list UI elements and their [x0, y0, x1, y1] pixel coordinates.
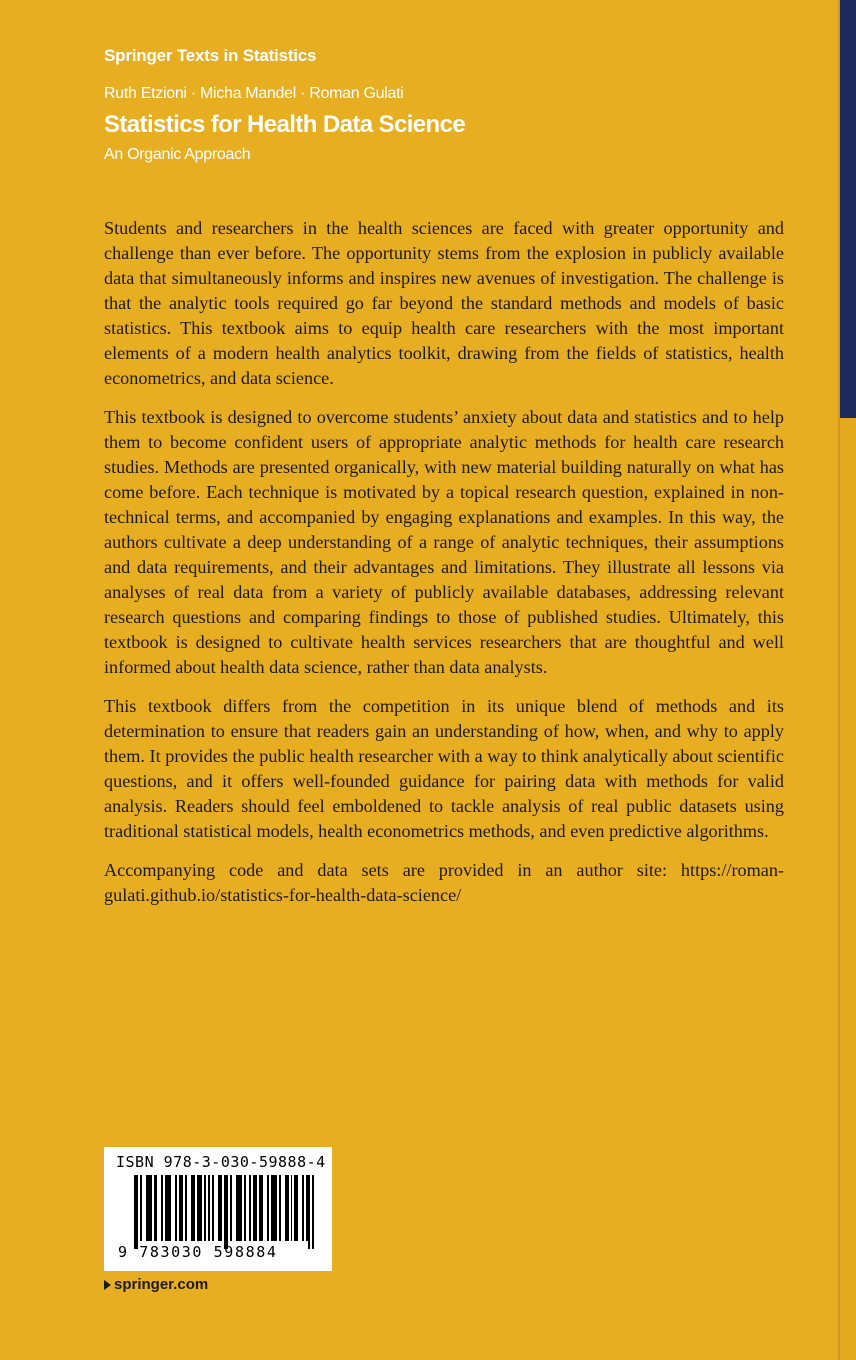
- barcode-bar: [230, 1175, 232, 1241]
- barcode-bar: [226, 1175, 228, 1249]
- blurb-paragraph-4: Accompanying code and data sets are provided in an author site: https://roman-gulati.github.io/statistics-for-health-data-science/: [104, 860, 784, 905]
- barcode-bar: [267, 1175, 269, 1241]
- spine-navy-band: [840, 0, 856, 418]
- barcode-bars: [134, 1175, 314, 1241]
- website-label: springer.com: [114, 1276, 209, 1293]
- barcode-bar: [302, 1175, 304, 1241]
- book-title: Statistics for Health Data Science: [104, 111, 466, 138]
- barcode-bar: [261, 1175, 263, 1241]
- blurb-paragraph-3: This textbook differs from the competition in its unique blend of methods and its determination to ensure that readers gain an understanding of how, when, and why to apply them. It provides the public health researcher with a way to think analytically about scientific questions, and it offers well-founded guidance for pairing data with methods for valid analysis. Readers should feel emboldened to tackle analysis of real public datasets using traditional statistical models, health econometrics methods, and even predictive algorithms.: [104, 696, 784, 841]
- barcode-bar: [308, 1175, 310, 1249]
- isbn-label: ISBN 978-3-030-59888-4: [116, 1153, 326, 1171]
- barcode-bar: [204, 1175, 206, 1241]
- barcode-digits: 9 783030 598884: [118, 1243, 278, 1261]
- barcode-bar: [287, 1175, 289, 1241]
- barcode-bar: [156, 1175, 158, 1241]
- barcode-bar: [140, 1175, 142, 1241]
- barcode-bar: [150, 1175, 152, 1241]
- blurb-paragraph-1: Students and researchers in the health sciences are faced with greater opportunity and challenge than ever before. The opportunity stems from the explosion in publicly available data that simultaneously informs and inspires new avenues of investigation. The challenge is that the analytic tools required go far beyond the standard methods and models of basic statistics. This textbook aims to equip health care researchers with the most important elements of a modern health analytics toolkit, drawing from the fields of statistics, health econometrics, and data science.: [104, 218, 784, 388]
- series-name: Springer Texts in Statistics: [104, 46, 317, 65]
- barcode-bar: [212, 1175, 214, 1241]
- barcode-bar: [175, 1175, 177, 1241]
- arrow-right-icon: [104, 1280, 111, 1290]
- barcode-bar: [161, 1175, 163, 1241]
- barcode-bar: [291, 1175, 293, 1241]
- barcode-bar: [240, 1175, 242, 1241]
- barcode-bar: [220, 1175, 222, 1241]
- barcode-bar: [249, 1175, 251, 1241]
- barcode-bar: [312, 1175, 314, 1249]
- barcode-bar: [136, 1175, 138, 1249]
- barcode-bar: [279, 1175, 281, 1241]
- publisher-website: [104, 1276, 208, 1293]
- barcode-bar: [275, 1175, 277, 1241]
- barcode-bar: [255, 1175, 257, 1241]
- barcode-bar: [193, 1175, 195, 1241]
- spine-fold-line: [838, 0, 840, 1360]
- barcode-bar: [296, 1175, 298, 1241]
- barcode-bar: [185, 1175, 187, 1241]
- blurb-paragraph-2: This textbook is designed to overcome students’ anxiety about data and statistics and to help them to become confident users of appropriate analytic methods for health care research studies. Methods are presented organically, with new material building naturally on what has come before. Each technique is motivated by a topical research question, explained in non-technical terms, and accompanied by engaging explanations and examples. In this way, the authors cultivate a deep understanding of a range of analytic techniques, their assumptions and data requirements, and their advantages and limitations. They illustrate all lessons via analyses of real data from a variety of publicly available databases, addressing relevant research questions and comparing findings to those of published studies. Ultimately, this textbook is designed to cultivate health services researchers that are thoughtful and well informed about health data science, rather than data analysts.: [104, 407, 784, 677]
- barcode-bar: [208, 1175, 210, 1241]
- barcode-bar: [244, 1175, 246, 1241]
- barcode-bar: [169, 1175, 171, 1241]
- isbn-barcode: [104, 1147, 332, 1271]
- barcode-bar: [201, 1175, 203, 1241]
- book-subtitle: An Organic Approach: [104, 146, 251, 163]
- authors: Ruth Etzioni · Micha Mandel · Roman Gulati: [104, 85, 404, 102]
- barcode-bar: [181, 1175, 183, 1241]
- blurb: [104, 216, 784, 922]
